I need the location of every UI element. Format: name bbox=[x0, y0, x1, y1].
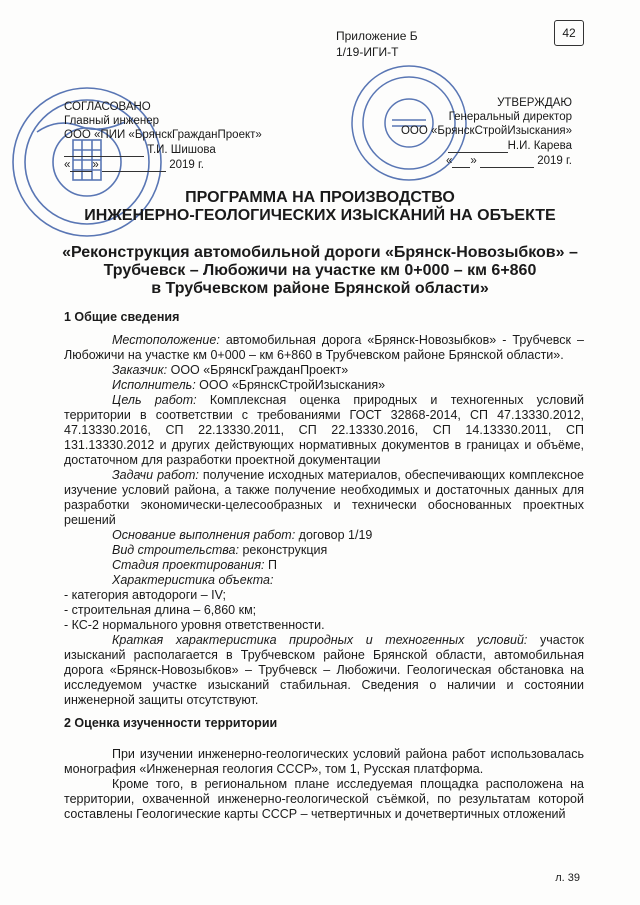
brief-label: Краткая характеристика природных и техногенных условий: bbox=[112, 633, 528, 647]
characteristics-item: - КС-2 нормального уровня ответственности. bbox=[64, 618, 325, 632]
kind-paragraph bbox=[64, 543, 584, 558]
object-title bbox=[40, 244, 600, 298]
section-2-paragraph-2: Кроме того, в региональном плане исследуемая площадка расположена на территории, охваченной инженерно-геологической съёмкой, по результатам которой составлены Геологические карты СССР – четвертичных и дочетвертичных отложений bbox=[64, 777, 584, 821]
basis-paragraph bbox=[64, 528, 584, 543]
signature-line-right bbox=[448, 138, 508, 153]
approval-org-left: ООО «ПИИ «БрянскГражданПроект» bbox=[64, 129, 262, 141]
date-close-right: » bbox=[470, 155, 477, 167]
stage-paragraph bbox=[64, 558, 584, 573]
approval-status-left: СОГЛАСОВАНО bbox=[64, 101, 151, 113]
tasks-label: Задачи работ: bbox=[112, 468, 199, 482]
object-line-2: Трубчевск – Любожичи на участке км 0+000 – км 6+860 bbox=[103, 262, 537, 279]
date-close-left: » bbox=[92, 159, 99, 171]
title-line-2: ИНЖЕНЕРНО-ГЕОЛОГИЧЕСКИХ ИЗЫСКАНИЙ НА ОБЪЕКТЕ bbox=[84, 207, 556, 224]
characteristics-item: - категория автодороги – IV; bbox=[64, 588, 226, 602]
approval-year-left: 2019 г. bbox=[169, 159, 204, 171]
document-title bbox=[40, 189, 600, 225]
appendix-title: Приложение Б bbox=[336, 29, 418, 43]
goal-text: Комплексная оценка природных и техногенных условий территории в соответствии с требованиями ГОСТ 32868-2014, СП 47.13330.2012, 47.13330.2016, СП 22.13330.2011, СП 22.13330.2016, СП 14.13330.2011, СП 131.13330.2012 и других действующих нормативных документов в границах и объёме, достаточном для разработки проектной документации bbox=[64, 393, 585, 467]
customer-text: ООО «БрянскГражданПроект» bbox=[170, 363, 349, 377]
goal-label: Цель работ: bbox=[112, 393, 197, 407]
approval-position-right: Генеральный директор bbox=[448, 111, 572, 123]
approval-block-left bbox=[64, 100, 262, 172]
section-1-heading: 1 Общие сведения bbox=[64, 310, 180, 324]
approval-org-right: ООО «БрянскСтройИзыскания» bbox=[400, 125, 572, 137]
location-paragraph bbox=[64, 333, 584, 363]
section-2-body bbox=[64, 747, 584, 822]
characteristics-item: - строительная длина – 6,860 км; bbox=[64, 603, 257, 617]
section-2-heading: 2 Оценка изученности территории bbox=[64, 716, 278, 730]
approval-block-right bbox=[400, 96, 572, 168]
stage-text: П bbox=[267, 558, 277, 572]
executor-text: ООО «БрянскСтройИзыскания» bbox=[199, 378, 386, 392]
section-2-paragraph-1: При изучении инженерно-геологических условий района работ использовалась монография «Инженерная геология СССР», том 1, Русская платформа. bbox=[64, 747, 584, 776]
kind-label: Вид строительства: bbox=[112, 543, 239, 557]
basis-text: договор 1/19 bbox=[298, 528, 373, 542]
document-code: 1/19-ИГИ-Т bbox=[336, 45, 399, 59]
location-label: Местоположение: bbox=[112, 333, 220, 347]
date-month-line-left bbox=[102, 157, 166, 172]
stage-label: Стадия проектирования: bbox=[112, 558, 265, 572]
approval-name-right: Н.И. Карева bbox=[507, 140, 572, 152]
section-1-body bbox=[64, 333, 584, 708]
approval-status-right: УТВЕРЖДАЮ bbox=[497, 97, 572, 109]
goal-paragraph bbox=[64, 393, 584, 468]
approval-name-left: Т.И. Шишова bbox=[147, 144, 216, 156]
tasks-paragraph bbox=[64, 468, 584, 528]
brief-paragraph bbox=[64, 633, 584, 708]
basis-label: Основание выполнения работ: bbox=[112, 528, 296, 542]
executor-paragraph bbox=[64, 378, 584, 393]
date-open-left: « bbox=[64, 159, 71, 171]
signature-line-left bbox=[64, 142, 144, 157]
customer-label: Заказчик: bbox=[112, 363, 168, 377]
kind-text: реконструкция bbox=[242, 543, 328, 557]
brief-text: участок изысканий располагается в Трубчевском районе Брянской области, автомобильная дорога «Брянск-Новозыбков» – Трубчевск – Любожичи. Геологическая обстановка на исследуемом участке изысканий стабильная. Сведения о наличии и состоянии инженерной защиты отсутствуют. bbox=[64, 633, 584, 707]
customer-paragraph bbox=[64, 363, 584, 378]
date-month-line-right bbox=[480, 153, 534, 168]
location-text: автомобильная дорога «Брянск-Новозыбков» - Трубчевск – Любожичи на участке км 0+000 – км 6+860 в Трубчевском районе Брянской области». bbox=[64, 333, 584, 362]
object-line-1: «Реконструкция автомобильной дороги «Брянск-Новозыбков» – bbox=[62, 244, 578, 261]
page-number-box: 42 bbox=[554, 20, 584, 46]
object-line-3: в Трубчевском районе Брянской области» bbox=[151, 280, 489, 297]
executor-label: Исполнитель: bbox=[112, 378, 196, 392]
date-open-right: « bbox=[446, 155, 453, 167]
date-day-line-right bbox=[452, 153, 470, 168]
sheet-number: л. 39 bbox=[555, 872, 580, 884]
approval-year-right: 2019 г. bbox=[537, 155, 572, 167]
characteristics-label: Характеристика объекта: bbox=[112, 573, 274, 587]
title-line-1: ПРОГРАММА НА ПРОИЗВОДСТВО bbox=[185, 189, 455, 206]
date-day-line-left bbox=[70, 157, 92, 172]
appendix-label bbox=[336, 28, 418, 60]
tasks-text: получение исходных материалов, обеспечивающих комплексное изучение условий района, а также получение необходимых и достаточных данных для разработки экономически-целесообразных и технически обоснованных проектных решений bbox=[64, 468, 584, 527]
approval-position-left: Главный инженер bbox=[64, 115, 160, 127]
